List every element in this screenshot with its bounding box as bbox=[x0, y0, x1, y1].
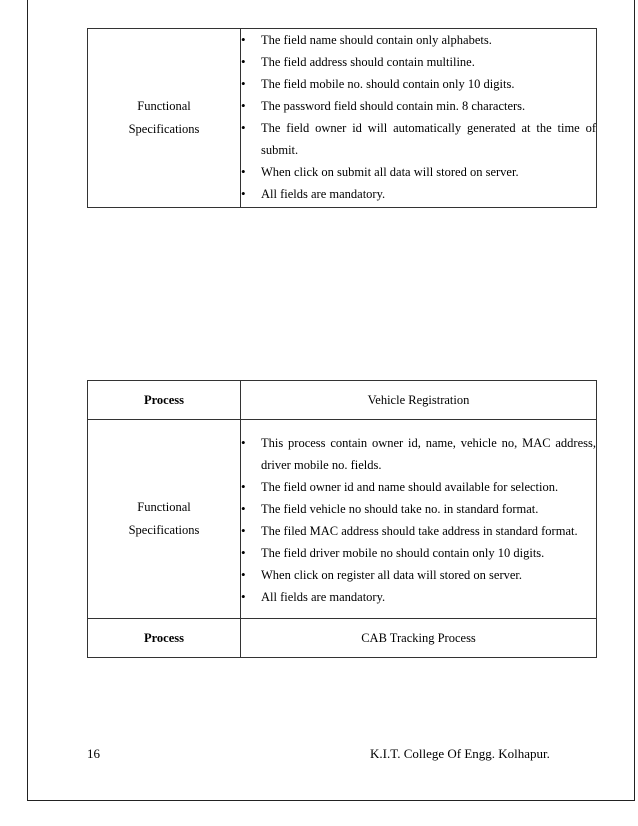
list-item: • When click on register all data will stored on server. bbox=[261, 564, 596, 586]
process2-label: Process bbox=[88, 619, 241, 658]
table-row bbox=[88, 420, 597, 619]
spec-label-cell bbox=[88, 29, 241, 208]
list-item: • This process contain owner id, name, vehicle no, MAC address, driver mobile no. fields. bbox=[261, 432, 596, 476]
list-item: • The field address should contain multiline. bbox=[261, 51, 596, 73]
page-number: 16 bbox=[87, 746, 100, 761]
bullet-list bbox=[241, 29, 596, 205]
spec-label-line2: Specifications bbox=[128, 523, 200, 537]
spec-label-line2: Specifications bbox=[128, 122, 200, 136]
list-item: • The field name should contain only alphabets. bbox=[261, 29, 596, 51]
list-item: • The password field should contain min. 8 characters. bbox=[261, 95, 596, 117]
process-value: Vehicle Registration bbox=[241, 381, 597, 420]
college-footer: K.I.T. College Of Engg. Kolhapur. bbox=[370, 746, 550, 761]
process2-value: CAB Tracking Process bbox=[241, 619, 597, 658]
list-item: • The field mobile no. should contain only 10 digits. bbox=[261, 73, 596, 95]
list-item: • All fields are mandatory. bbox=[261, 586, 596, 608]
list-item: • The field owner id and name should available for selection. bbox=[261, 476, 596, 498]
spec-label-line1: Functional bbox=[137, 500, 191, 514]
spec-bullets-cell bbox=[241, 29, 597, 208]
table-row bbox=[88, 619, 597, 658]
process-label: Process bbox=[88, 381, 241, 420]
spec-bullets-cell bbox=[241, 420, 597, 619]
list-item: • When click on submit all data will stored on server. bbox=[261, 161, 596, 183]
list-item: • The field driver mobile no should contain only 10 digits. bbox=[261, 542, 596, 564]
table-row bbox=[88, 381, 597, 420]
functional-spec-table-1 bbox=[87, 28, 597, 208]
list-item: • The filed MAC address should take address in standard format. bbox=[261, 520, 596, 542]
list-item: • The field owner id will automatically generated at the time of submit. bbox=[261, 117, 596, 161]
table-row bbox=[88, 29, 597, 208]
bullet-list bbox=[241, 432, 596, 608]
spec-label-cell bbox=[88, 420, 241, 619]
spec-label-line1: Functional bbox=[137, 99, 191, 113]
process-spec-table-2 bbox=[87, 380, 597, 658]
list-item: • All fields are mandatory. bbox=[261, 183, 596, 205]
list-item: • The field vehicle no should take no. in standard format. bbox=[261, 498, 596, 520]
